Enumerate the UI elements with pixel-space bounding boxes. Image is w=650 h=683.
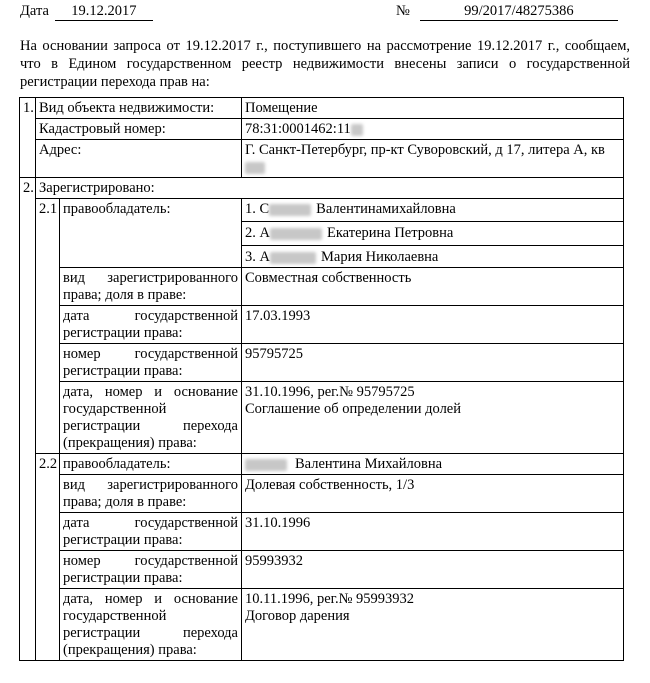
number-value: 99/2017/48275386 xyxy=(420,3,618,21)
section-number: 1. xyxy=(20,98,36,178)
holder-prefix: 1. С xyxy=(245,201,270,217)
table-row xyxy=(20,475,624,513)
right-type-value: Долевая собственность, 1/3 xyxy=(242,475,624,513)
date-value: 19.12.2017 xyxy=(55,3,153,21)
holder-line xyxy=(242,246,623,267)
holder-prefix: 2. А xyxy=(245,225,270,241)
redacted-mark xyxy=(270,228,322,240)
holder-name: Мария Николаевна xyxy=(320,249,439,265)
holders-cell xyxy=(242,199,624,268)
table-row xyxy=(20,178,624,199)
redacted-mark xyxy=(270,252,316,264)
reg-date-label: дата государственной регистрации права: xyxy=(60,513,242,551)
cadastral-value: 78:31:0001462:11 xyxy=(245,121,351,137)
table-row xyxy=(20,199,624,268)
table-row xyxy=(20,98,624,119)
address-value: Г. Санкт-Петербург, пр-кт Суворовский, д 17, литера А, кв xyxy=(245,142,605,158)
right-type-label: вид зарегистрированного права; доля в праве: xyxy=(60,475,242,513)
table-row xyxy=(20,513,624,551)
redacted-mark xyxy=(269,204,311,216)
table-row xyxy=(20,140,624,178)
object-type-label: Вид объекта недвижимости: xyxy=(36,98,242,119)
number-field xyxy=(396,3,618,21)
reg-number-label: номер государственной регистрации права: xyxy=(60,344,242,382)
entry-number: 2.1 xyxy=(36,199,60,454)
table-row xyxy=(20,344,624,382)
holder-name: Валентина Михайловна xyxy=(295,456,443,472)
reg-date-value: 17.03.1993 xyxy=(242,306,624,344)
number-label: № xyxy=(396,3,410,19)
reg-date-value: 31.10.1996 xyxy=(242,513,624,551)
transfer-line: 31.10.1996, рег.№ 95795725 xyxy=(245,384,415,400)
address-cell xyxy=(242,140,624,178)
object-type-value: Помещение xyxy=(242,98,624,119)
holder-name: Екатерина Петровна xyxy=(326,225,454,241)
section-number: 2. xyxy=(20,178,36,661)
table-row xyxy=(20,551,624,589)
table-row xyxy=(20,268,624,306)
reg-date-label: дата государственной регистрации права: xyxy=(60,306,242,344)
registry-table xyxy=(19,97,624,661)
redacted-mark xyxy=(245,162,265,174)
table-row xyxy=(20,306,624,344)
reg-number-label: номер государственной регистрации права: xyxy=(60,551,242,589)
table-row xyxy=(20,454,624,475)
holder-line xyxy=(242,199,623,222)
entry-number: 2.2 xyxy=(36,454,60,661)
transfer-basis: Соглашение об определении долей xyxy=(245,401,461,417)
table-row xyxy=(20,119,624,140)
transfer-label: дата, номер и основание государственной регистрации перехода (прекращения) права: xyxy=(60,589,242,661)
reg-number-value: 95795725 xyxy=(242,344,624,382)
holder-name: Валентинамихайловна xyxy=(316,201,456,217)
right-type-value: Совместная собственность xyxy=(242,268,624,306)
registered-title: Зарегистрировано: xyxy=(36,178,624,199)
holder-label: правообладатель: xyxy=(60,454,242,475)
transfer-line: 10.11.1996, рег.№ 95993932 xyxy=(245,591,415,607)
cadastral-label: Кадастровый номер: xyxy=(36,119,242,140)
document-header xyxy=(20,3,630,23)
transfer-basis: Договор дарения xyxy=(245,608,350,624)
redacted-mark xyxy=(351,124,363,136)
reg-number-value: 95993932 xyxy=(242,551,624,589)
transfer-label: дата, номер и основание государственной регистрации перехода (прекращения) права: xyxy=(60,382,242,454)
right-type-label: вид зарегистрированного права; доля в праве: xyxy=(60,268,242,306)
holder-cell xyxy=(242,454,624,475)
date-field xyxy=(20,3,153,21)
address-label: Адрес: xyxy=(36,140,242,178)
redacted-mark xyxy=(245,459,287,471)
holder-line xyxy=(242,222,623,246)
holder-prefix: 3. А xyxy=(245,249,270,265)
transfer-cell xyxy=(242,382,624,454)
intro-paragraph: На основании запроса от 19.12.2017 г., поступившего на рассмотрение 19.12.2017 г., сообщаем, что в Едином государственном реестр недвижимости внесены записи о государственной регистрации перехода прав на: xyxy=(20,38,630,90)
cadastral-cell xyxy=(242,119,624,140)
table-row xyxy=(20,382,624,454)
date-label: Дата xyxy=(20,3,49,19)
holder-label: правообладатель: xyxy=(60,199,242,268)
transfer-cell xyxy=(242,589,624,661)
table-row xyxy=(20,589,624,661)
